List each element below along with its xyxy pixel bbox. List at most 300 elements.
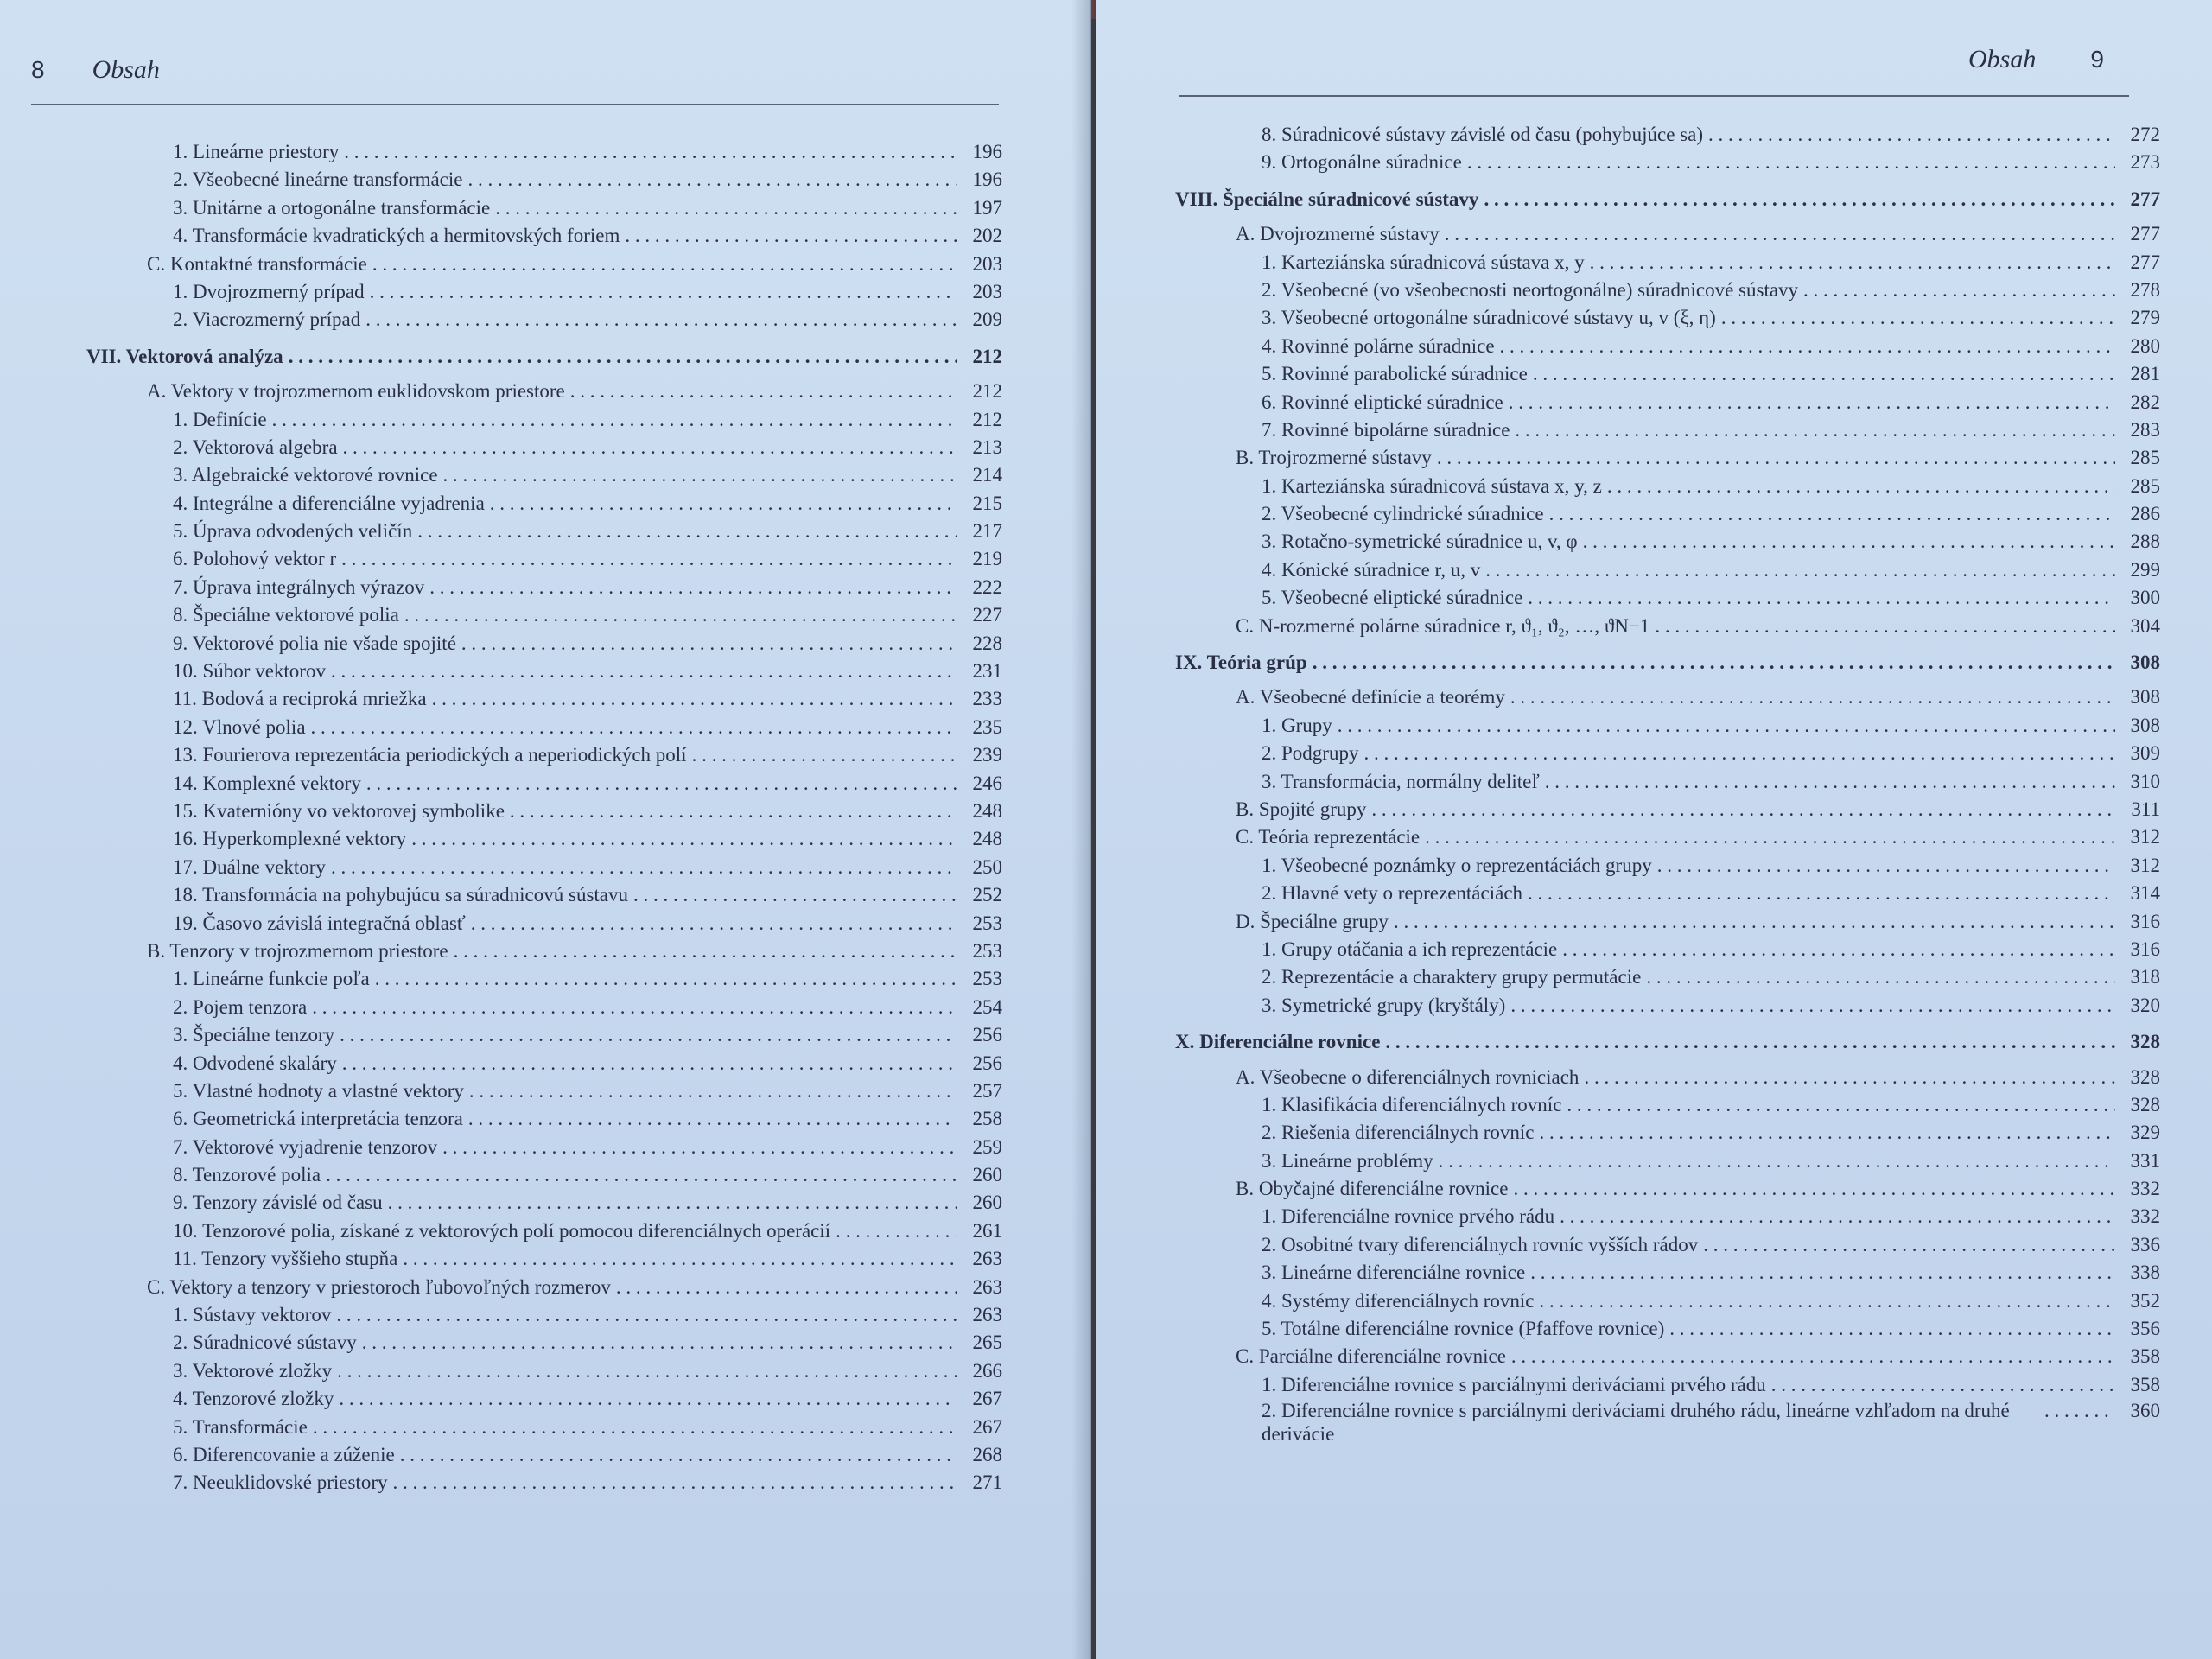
toc-dot-leader (366, 770, 957, 798)
toc-dot-leader (468, 1105, 957, 1133)
toc-entry-page: 356 (2130, 1318, 2160, 1340)
toc-entry-title: 2. Vektorová algebra (173, 435, 338, 458)
toc-entry-title: 3. Špeciálne tenzory (173, 1024, 335, 1046)
toc-entry-page: 261 (972, 1219, 1002, 1242)
toc-dot-leader (1513, 1175, 2115, 1203)
toc-entry-page: 259 (972, 1135, 1002, 1158)
toc-dot-leader (1510, 683, 2115, 711)
toc-entry (35, 965, 1002, 993)
toc-entry-title: 1. Klasifikácia diferenciálnych rovníc (1262, 1093, 1562, 1116)
toc-entry (35, 630, 1002, 658)
toc-entry-page: 311 (2131, 798, 2160, 820)
toc-entry-title: 14. Komplexné vektory (173, 772, 361, 794)
toc-entry (35, 881, 1002, 909)
toc-dot-leader (340, 1021, 957, 1049)
toc-dot-leader (331, 658, 957, 685)
toc-entry-title: 1. Diferenciálne rovnice prvého rádu (1262, 1205, 1555, 1228)
toc-entry (1175, 584, 2160, 612)
toc-entry (1175, 304, 2160, 332)
toc-dot-leader (411, 825, 957, 853)
toc-dot-leader (1511, 1343, 2115, 1370)
toc-dot-leader (362, 1329, 957, 1357)
toc-entry (35, 854, 1002, 881)
toc-dot-leader (1590, 249, 2115, 276)
toc-entry-title: 1. Lineárne priestory (173, 141, 340, 162)
toc-dot-leader (1528, 584, 2115, 612)
toc-entry (35, 994, 1002, 1021)
toc-entry-page: 314 (2130, 882, 2160, 905)
toc-entry-title: 2. Diferenciálne rovnice s parciálnymi deriváciami druhého rádu, lineárne vzhľadom na druhé derivácie (1262, 1400, 2010, 1446)
toc-entry-title: 5. Totálne diferenciálne rovnice (Pfaffove rovnice) (1262, 1318, 1665, 1340)
toc-entry-page: 217 (972, 520, 1002, 543)
toc-entry (1175, 613, 2160, 640)
toc-entry-page: 227 (972, 604, 1002, 626)
toc-entry-title: 6. Polohový vektor r (173, 548, 337, 570)
toc-entry-title: 3. Unitárne a ortogonálne transformácie (173, 196, 491, 219)
toc-entry-title: 1. Diferenciálne rovnice s parciálnymi deriváciami prvého rádu (1262, 1373, 1766, 1395)
toc-entry-page: 316 (2130, 938, 2160, 960)
toc-entry (35, 685, 1002, 713)
toc-entry-title: 5. Vlastné hodnoty a vlastné vektory (173, 1079, 464, 1102)
toc-entry-page: 285 (2130, 474, 2160, 497)
toc-entry-page: 228 (972, 632, 1002, 654)
toc-entry (1175, 1064, 2160, 1091)
toc-entry (35, 166, 1002, 194)
toc-entry-page: 257 (972, 1079, 1002, 1102)
toc-dot-leader (336, 1301, 957, 1329)
toc-entry-title: VII. Vektorová analýza (86, 345, 283, 367)
toc-dot-leader (454, 938, 957, 965)
toc-entry-title: X. Diferenciálne rovnice (1175, 1031, 1381, 1053)
toc-dot-leader (1703, 1231, 2115, 1259)
toc-entry-page: 336 (2130, 1233, 2160, 1255)
toc-dot-leader (392, 1469, 957, 1497)
toc-entry (1175, 712, 2160, 740)
toc-entry (1175, 740, 2160, 767)
toc-dot-leader (1338, 712, 2115, 740)
toc-entry-title: 2. Všeobecné (vo všeobecnosti neortogonálne) súradnicové sústavy (1262, 278, 1799, 301)
toc-entry (35, 714, 1002, 741)
toc-entry-title: B. Trojrozmerné sústavy (1236, 447, 1432, 469)
toc-entry-page: 279 (2130, 307, 2160, 329)
toc-entry (1175, 683, 2160, 711)
toc-entry-title: 3. Všeobecné ortogonálne súradnicové sústavy u, v (ξ, η) (1262, 307, 1716, 329)
toc-dot-leader (365, 306, 957, 334)
toc-entry (1175, 389, 2160, 416)
toc-dot-leader (633, 881, 957, 909)
toc-entry-page: 282 (2130, 391, 2160, 413)
toc-entry (35, 251, 1002, 278)
toc-entry (35, 1050, 1002, 1077)
toc-entry-page: 312 (2130, 826, 2160, 849)
toc-entry-title: 5. Transformácie (173, 1415, 308, 1438)
toc-entry-title: 5. Všeobecné eliptické súradnice (1262, 587, 1523, 609)
toc-dot-leader (461, 630, 957, 658)
toc-entry (35, 1329, 1002, 1357)
toc-dot-leader (1562, 936, 2115, 963)
toc-dot-leader (1528, 880, 2115, 907)
toc-entry-title: 17. Duálne vektory (173, 855, 326, 878)
toc-entry-page: 328 (2130, 1031, 2160, 1053)
toc-entry-title: 7. Úprava integrálnych výrazov (173, 575, 425, 598)
toc-entry (1175, 936, 2160, 963)
left-running-title: Obsah (92, 55, 160, 84)
toc-dot-leader (836, 1217, 957, 1245)
toc-entry (1175, 556, 2160, 584)
toc-entry (1175, 880, 2160, 907)
toc-dot-leader (404, 601, 957, 629)
toc-entry (1175, 1175, 2160, 1203)
toc-entry (1175, 1203, 2160, 1230)
toc-entry (1175, 220, 2160, 248)
toc-entry-page: 358 (2130, 1345, 2160, 1368)
toc-dot-leader (1708, 121, 2115, 149)
toc-entry-title: 11. Bodová a reciproká mriežka (173, 688, 427, 710)
toc-entry-page: 331 (2130, 1149, 2160, 1172)
toc-entry-title: 5. Úprava odvodených veličín (173, 520, 413, 543)
toc-dot-leader (417, 518, 957, 545)
toc-entry-page: 263 (972, 1304, 1002, 1326)
toc-entry-page: 285 (2130, 447, 2160, 469)
toc-entry-title: 4. Odvodené skaláry (173, 1052, 337, 1074)
toc-entry-page: 222 (972, 575, 1002, 598)
toc-entry (35, 222, 1002, 250)
toc-dot-leader (342, 1050, 957, 1077)
toc-entry (1175, 249, 2160, 276)
toc-entry-page: 352 (2130, 1289, 2160, 1312)
toc-dot-leader (403, 1245, 957, 1273)
toc-entry (1175, 1287, 2160, 1315)
toc-dot-leader (1515, 416, 2115, 444)
toc-entry-page: 300 (2130, 587, 2160, 609)
toc-dot-leader (1721, 304, 2115, 332)
toc-entry-page: 213 (972, 435, 1002, 458)
toc-entry (35, 378, 1002, 405)
toc-entry (1175, 360, 2160, 388)
toc-dot-leader (343, 434, 957, 461)
toc-entry-title: 10. Súbor vektorov (173, 660, 326, 683)
toc-dot-leader (1540, 1287, 2115, 1315)
toc-dot-leader (337, 1357, 957, 1385)
toc-dot-leader (1545, 768, 2115, 796)
toc-entry-title: 2. Reprezentácie a charaktery grupy permutácie (1262, 966, 1642, 988)
toc-entry (35, 1217, 1002, 1245)
toc-entry (35, 798, 1002, 825)
toc-entry (35, 461, 1002, 489)
toc-entry-page: 278 (2130, 278, 2160, 301)
toc-dot-leader (1669, 1315, 2115, 1343)
toc-entry-title: 2. Viacrozmerný prípad (173, 308, 361, 331)
toc-entry-title: 3. Algebraické vektorové rovnice (173, 464, 438, 486)
toc-entry-title: C. N-rozmerné polárne súradnice r, ϑ₁, ϑ₂, …, ϑN−1 (1236, 614, 1650, 637)
toc-entry-title: 1. Sústavy vektorov (173, 1304, 332, 1326)
toc-entry-title: 8. Špeciálne vektorové polia (173, 604, 399, 626)
toc-entry-title: 1. Grupy (1262, 714, 1332, 736)
toc-dot-leader (1803, 276, 2115, 304)
toc-chapter-heading (35, 343, 1002, 371)
toc-entry-page: 281 (2130, 363, 2160, 385)
toc-entry (1175, 1371, 2160, 1399)
toc-entry (1175, 444, 2160, 472)
toc-dot-leader (341, 545, 957, 573)
toc-entry (35, 1245, 1002, 1273)
toc-entry-page: 212 (972, 408, 1002, 430)
toc-entry (35, 910, 1002, 938)
toc-entry-title: 3. Transformácia, normálny deliteľ (1262, 770, 1540, 792)
toc-entry (1175, 908, 2160, 936)
toc-entry (1175, 149, 2160, 176)
toc-dot-leader (1646, 963, 2115, 991)
toc-dot-leader (326, 1161, 957, 1189)
toc-entry (35, 1021, 1002, 1049)
toc-entry-title: 2. Riešenia diferenciálnych rovníc (1262, 1122, 1535, 1144)
toc-entry-page: 312 (2130, 854, 2160, 876)
toc-entry-title: B. Obyčajné diferenciálne rovnice (1236, 1178, 1509, 1200)
toc-entry-page: 260 (972, 1164, 1002, 1186)
toc-entry (35, 1134, 1002, 1161)
toc-entry-page: 209 (972, 308, 1002, 331)
toc-entry-title: 12. Vlnové polia (173, 715, 306, 738)
toc-entry (1175, 1119, 2160, 1147)
toc-dot-leader (510, 798, 957, 825)
toc-entry-page: 265 (972, 1332, 1002, 1354)
toc-entry-title: 2. Podgrupy (1262, 742, 1359, 765)
toc-entry-page: 256 (972, 1024, 1002, 1046)
toc-dot-leader (372, 251, 957, 278)
toc-entry-title: 7. Vektorové vyjadrenie tenzorov (173, 1135, 438, 1158)
toc-dot-leader (2044, 1399, 2115, 1422)
toc-dot-leader (339, 1385, 957, 1413)
toc-dot-leader (1485, 556, 2115, 584)
toc-entry-page: 310 (2130, 770, 2160, 792)
toc-dot-leader (1540, 1119, 2116, 1147)
toc-dot-leader (1467, 149, 2115, 176)
toc-entry-title: 9. Tenzory závislé od času (173, 1192, 383, 1214)
toc-entry (35, 770, 1002, 798)
toc-dot-leader (1655, 613, 2115, 640)
toc-entry-title: 19. Časovo závislá integračná oblasť (173, 912, 466, 934)
toc-entry-title: 4. Integrálne a diferenciálne vyjadrenia (173, 492, 485, 514)
toc-entry-title: 15. Kvaternióny vo vektorovej symbolike (173, 799, 505, 822)
toc-entry-title: 2. Pojem tenzora (173, 995, 308, 1018)
toc-chapter-heading (1175, 1028, 2160, 1056)
toc-entry (1175, 1231, 2160, 1259)
toc-entry-page: 256 (972, 1052, 1002, 1074)
toc-chapter-heading (1175, 186, 2160, 213)
toc-entry-page: 277 (2130, 188, 2160, 210)
toc-entry-title: 1. Karteziánska súradnicová sústava x, y (1262, 251, 1585, 273)
toc-dot-leader (375, 965, 957, 993)
toc-entry (35, 938, 1002, 965)
toc-entry (1175, 1315, 2160, 1343)
toc-dot-leader (616, 1274, 957, 1301)
toc-dot-leader (1439, 1147, 2115, 1175)
toc-entry (1175, 121, 2160, 149)
toc-dot-leader (1371, 796, 2115, 823)
right-page (1096, 0, 2212, 1659)
toc-entry (1175, 1147, 2160, 1175)
toc-entry-page: 202 (972, 225, 1002, 247)
toc-entry (1175, 1259, 2160, 1287)
toc-entry-page: 254 (972, 995, 1002, 1018)
toc-entry (1175, 473, 2160, 500)
toc-entry-page: 246 (972, 772, 1002, 794)
toc-entry-page: 277 (2130, 251, 2160, 273)
toc-dot-leader (1313, 649, 2115, 677)
toc-entry-title: 1. Definície (173, 408, 267, 430)
toc-entry-page: 248 (972, 828, 1002, 850)
toc-entry (35, 406, 1002, 434)
left-page (0, 0, 1091, 1659)
toc-entry-page: 260 (972, 1192, 1002, 1214)
toc-entry (1175, 333, 2160, 360)
toc-dot-leader (344, 138, 957, 166)
toc-entry-title: 4. Tenzorové zložky (173, 1388, 334, 1410)
toc-entry-page: 231 (972, 660, 1002, 683)
toc-entry-title: 9. Vektorové polia nie všade spojité (173, 632, 456, 654)
toc-entry-page: 203 (972, 280, 1002, 302)
toc-chapter-heading (1175, 649, 2160, 677)
toc-entry-title: 3. Lineárne problémy (1262, 1149, 1433, 1172)
toc-entry-title: C. Teória reprezentácie (1236, 826, 1421, 849)
toc-entry-page: 248 (972, 799, 1002, 822)
toc-entry-page: 233 (972, 688, 1002, 710)
toc-entry-page: 332 (2130, 1178, 2160, 1200)
toc-entry-page: 266 (972, 1359, 1002, 1382)
toc-entry-title: 1. Dvojrozmerný prípad (173, 280, 365, 302)
toc-dot-leader (1484, 186, 2115, 213)
toc-dot-leader (429, 574, 957, 601)
toc-dot-leader (1567, 1091, 2115, 1119)
toc-entry-page: 318 (2130, 966, 2160, 988)
toc-entry (1175, 768, 2160, 796)
toc-entry-page: 328 (2130, 1093, 2160, 1116)
toc-entry-title: 2. Všeobecné lineárne transformácie (173, 168, 463, 191)
toc-entry-title: 8. Tenzorové polia (173, 1164, 321, 1186)
toc-entry-page: 196 (972, 168, 1002, 191)
toc-entry-page: 272 (2130, 124, 2160, 145)
toc-entry-title: C. Parciálne diferenciálne rovnice (1236, 1345, 1506, 1368)
toc-entry-page: 358 (2130, 1373, 2160, 1395)
right-header-rule (1179, 95, 2129, 97)
toc-entry-page: 267 (972, 1388, 1002, 1410)
toc-entry (35, 545, 1002, 573)
toc-entry-page: 235 (972, 715, 1002, 738)
toc-entry-page: 308 (2130, 686, 2160, 709)
toc-dot-leader (625, 222, 957, 250)
toc-entry-title: 4. Rovinné polárne súradnice (1262, 334, 1495, 357)
toc-entry-title: B. Tenzory v trojrozmernom priestore (147, 939, 448, 962)
toc-dot-leader (467, 166, 957, 194)
toc-entry-page: 215 (972, 492, 1002, 514)
toc-entry (1175, 1091, 2160, 1119)
toc-entry-page: 308 (2130, 652, 2160, 674)
toc-entry-page: 280 (2130, 334, 2160, 357)
toc-entry (35, 658, 1002, 685)
toc-entry-page: 304 (2130, 614, 2160, 637)
toc-dot-leader (443, 461, 957, 489)
toc-dot-leader (1437, 444, 2115, 472)
toc-entry (35, 1274, 1002, 1301)
toc-entry (1175, 1399, 2160, 1446)
toc-entry (1175, 992, 2160, 1020)
toc-entry-page: 283 (2130, 418, 2160, 441)
toc-dot-leader (442, 1134, 957, 1161)
toc-entry-page: 316 (2130, 910, 2160, 932)
toc-entry-page: 308 (2130, 714, 2160, 736)
toc-dot-leader (490, 490, 957, 518)
toc-entry-title: 1. Lineárne funkcie poľa (173, 968, 370, 990)
toc-dot-leader (1583, 528, 2115, 556)
toc-dot-leader (570, 378, 957, 405)
toc-entry-page: 328 (2130, 1065, 2160, 1088)
toc-entry-title: A. Všeobecne o diferenciálnych rovniciach (1236, 1065, 1580, 1088)
toc-entry-title: 7. Neeuklidovské priestory (173, 1471, 388, 1494)
toc-entry-page: 197 (972, 196, 1002, 219)
toc-dot-leader (400, 1441, 957, 1469)
toc-entry-page: 271 (972, 1471, 1002, 1494)
toc-entry (35, 1441, 1002, 1469)
toc-entry-page: 253 (972, 912, 1002, 934)
toc-entry-title: 3. Lineárne diferenciálne rovnice (1262, 1262, 1526, 1284)
toc-dot-leader (1500, 333, 2115, 360)
toc-entry-title: C. Vektory a tenzory v priestoroch ľubovoľných rozmerov (147, 1275, 611, 1298)
toc-entry (35, 434, 1002, 461)
toc-dot-leader (1509, 389, 2115, 416)
toc-entry (1175, 276, 2160, 304)
toc-entry-title: 2. Súradnicové sústavy (173, 1332, 357, 1354)
toc-entry-page: 309 (2130, 742, 2160, 765)
toc-entry-page: 219 (972, 548, 1002, 570)
toc-entry-title: 10. Tenzorové polia, získané z vektorových polí pomocou diferenciálnych operácií (173, 1219, 831, 1242)
toc-entry-title: 3. Symetrické grupy (kryštály) (1262, 994, 1506, 1016)
toc-dot-leader (331, 854, 957, 881)
toc-entry (35, 1301, 1002, 1329)
toc-entry-page: 252 (972, 884, 1002, 906)
toc-entry-page: 299 (2130, 558, 2160, 581)
toc-dot-leader (432, 685, 957, 713)
toc-entry (35, 306, 1002, 334)
toc-dot-leader (469, 1077, 957, 1105)
toc-entry-title: 1. Karteziánska súradnicová sústava x, y, z (1262, 474, 1602, 497)
toc-entry (35, 601, 1002, 629)
toc-entry (35, 1357, 1002, 1385)
right-page-header (1968, 45, 2104, 74)
toc-dot-leader (1771, 1371, 2115, 1399)
toc-entry (1175, 1343, 2160, 1370)
toc-entry-title: 13. Fourierova reprezentácia periodických a neperiodických polí (173, 744, 687, 766)
toc-entry-page: 288 (2130, 531, 2160, 553)
toc-entry (35, 1385, 1002, 1413)
toc-entry-title: 6. Geometrická interpretácia tenzora (173, 1108, 463, 1130)
toc-entry-title: 8. Súradnicové sústavy závislé od času (pohybujúce sa) (1262, 124, 1703, 145)
toc-dot-leader (272, 406, 957, 434)
left-header-rule (31, 104, 999, 105)
toc-entry (1175, 528, 2160, 556)
toc-entry-page: 267 (972, 1415, 1002, 1438)
toc-entry-title: 9. Ortogonálne súradnice (1262, 151, 1462, 174)
toc-dot-leader (311, 714, 957, 741)
toc-entry-page: 268 (972, 1443, 1002, 1465)
toc-entry-page: 338 (2130, 1262, 2160, 1284)
toc-entry-page: 360 (2130, 1400, 2160, 1422)
toc-entry (35, 574, 1002, 601)
toc-entry (35, 1077, 1002, 1105)
toc-entry (35, 1189, 1002, 1217)
toc-dot-leader (313, 1414, 957, 1441)
right-page-number: 9 (2090, 46, 2104, 73)
toc-entry-title: 11. Tenzory vyššieho stupňa (173, 1248, 398, 1270)
